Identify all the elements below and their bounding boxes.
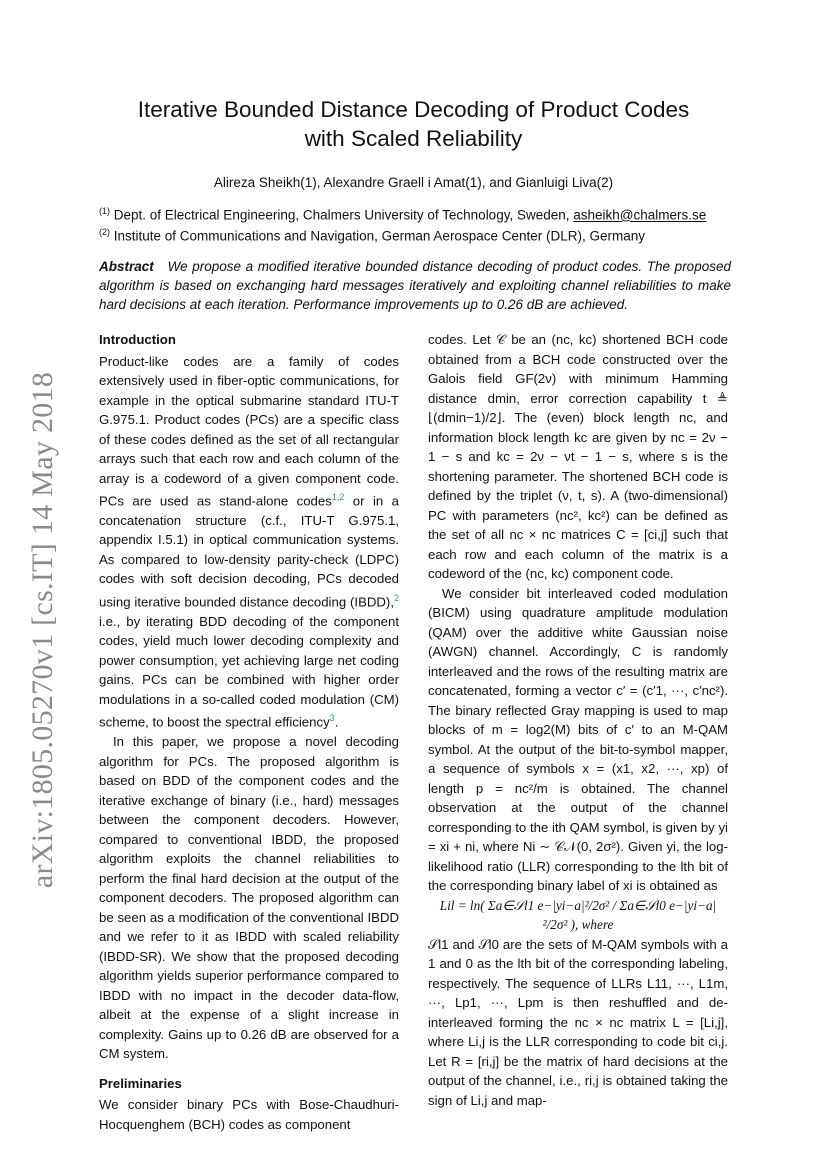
intro-p1-text-d: . (334, 714, 339, 730)
abstract-text: We propose a modified iterative bounded distance decoding of product codes. The proposed algorithm is based on exchanging hard messages iteratively and exploiting channel reliabilities to make hard decisions at each iteration. Performance improvements up to 0.26 dB are achieved. (99, 259, 731, 312)
preliminaries-paragraph-1: We consider binary PCs with Bose-Chaudhuri-Hocquenghem (BCH) codes as component (99, 1097, 399, 1132)
section-heading-preliminaries: Preliminaries (99, 1075, 182, 1091)
intro-p1-text-a: Product-like codes are a family of codes extensively used in fiber-optic communications, for example in the optical submarine standard ITU-T G.975.1. Product codes (PCs) are a specific class of these codes defined as the set of all rectangular arrays such that each row and each column of the array is a codeword of a given component code. PCs are used as stand-alone codes (99, 353, 399, 509)
title-line-1: Iterative Bounded Distance Decoding of Product Codes (137, 97, 690, 122)
citation-link[interactable]: 2 (393, 592, 399, 603)
title-line-2: with Scaled Reliability (304, 126, 523, 151)
affiliation-2 (99, 224, 706, 245)
affiliations (99, 203, 706, 244)
right-column (428, 330, 728, 1110)
preliminaries-paragraph-1-cont: codes. Let 𝒞 be an (nc, kc) shortened BCH code obtained from a BCH code constructed over the Galois field GF(2ν) with minimum Hamming distance dmin, error correction capability t ≜ ⌊(dmin−1)/2⌋. The (even) block length nc, and information block length kc are given by nc = 2ν − 1 − s and kc = 2ν − νt − 1 − s, where s is the shortening parameter. The shortened BCH code is defined by the triplet (ν, t, s). A (two-dimensional) PC with parameters (nc², kc²) can be defined as the set of all nc × nc matrices C = [ci,j] such that each row and each column of the matrix is a codeword of the (nc, kc) component code. (428, 332, 728, 581)
arxiv-identifier (14, 371, 72, 889)
llr-equation: Lil = ln( Σa∈𝒮l1 e−|yi−a|²/2σ² / Σa∈𝒮l0 e−|yi−a|²/2σ² ), where (439, 897, 717, 932)
preliminaries-paragraph-2: We consider bit interleaved coded modulation (BICM) using quadrature amplitude modulation (QAM) over the additive white Gaussian noise (AWGN) channel. Accordingly, C is randomly interleaved and the rows of the resulting matrix are concatenated, forming a vector c′ = (c′1, ···, c′nc²). The binary reflected Gray mapping is used to map blocks of m = log2(M) bits of c′ to an M-QAM symbol. At the output of the bit-to-symbol mapper, a sequence of symbols x = (x1, x2, ···, xp) of length p = nc²/m is obtained. The channel observation at the output of the channel corresponding to the ith QAM symbol, is given by yi = xi + ni, where Ni ∼ 𝒞𝒩(0, 2σ²). Given yi, the log-likelihood ratio (LLR) corresponding to the lth bit of the corresponding binary label of xi is obtained as (428, 585, 728, 893)
paper-title (80, 95, 747, 153)
author-list: Alireza Sheikh(1), Alexandre Graell i Amat(1), and Gianluigi Liva(2) (213, 175, 614, 190)
abstract-label: Abstract (99, 259, 154, 274)
affiliation-1-mark: (1) (99, 206, 110, 216)
preliminaries-paragraph-2-cont: 𝒮l1 and 𝒮l0 are the sets of M-QAM symbols with a 1 and 0 as the lth bit of the corresponding labeling, respectively. The sequence of LLRs L11, ···, L1m, ···, Lp1, ···, Lpm is then reshuffled and de-interleaved forming the nc × nc matrix L = [Li,j], where Li,j is the LLR corresponding to code bit ci,j. Let R = [ri,j] be the matrix of hard decisions at the output of the channel, i.e., ri,j is obtained taking the sign of Li,j and map- (428, 936, 728, 1108)
citation-link[interactable]: 3 (329, 713, 335, 724)
affiliation-1-text: Dept. of Electrical Engineering, Chalmers University of Technology, Sweden, (113, 207, 574, 223)
affiliation-1 (99, 203, 706, 224)
intro-paragraph-2: In this paper, we propose a novel decoding algorithm for PCs. The proposed algorithm is based on BDD of the component codes and the iterative exchange of binary (i.e., hard) messages between the component decoders. However, compared to conventional IBDD, the proposed algorithm exploits the channel reliabilities to perform the final hard decision at the output of the component decoders. The proposed algorithm can be seen as a modification of the conventional IBDD and we refer to it as IBDD with scaled reliability (IBDD-SR). We show that the proposed decoding algorithm yields superior performance compared to IBDD with no impact in the decoder data-flow, albeit at the expense of a slight increase in complexity. Gains up to 0.26 dB are observed for a CM system. (99, 734, 399, 1062)
section-heading-introduction: Introduction (99, 332, 176, 347)
intro-paragraph-1 (99, 352, 399, 733)
intro-p1-text-b: or in a concatenation structure (c.f., ITU-T G.975.1, appendix I.5.1) in optical communication systems. As compared to low-density parity-check (LDPC) codes with soft decision decoding, PCs decoded using iterative bounded distance decoding (IBDD), (99, 493, 399, 610)
intro-p1-text-c: i.e., by iterating BDD decoding of the component codes, yield much lower decoding complexity and power consumption, yet achieving large net coding gains. PCs can be combined with higher order modulations in a so-called coded modulation (CM) scheme, to boost the spectral efficiency (99, 613, 399, 730)
affiliation-2-text: Institute of Communications and Navigation, German Aerospace Center (DLR), Germany (113, 228, 646, 243)
arxiv-identifier-text: arXiv:1805.05270v1 [cs.IT] 14 May 2018 (26, 371, 60, 889)
left-column (99, 330, 399, 1134)
citation-link[interactable]: 1,2 (331, 492, 345, 502)
author-email-link[interactable]: asheikh@chalmers.se (573, 207, 707, 223)
affiliation-2-mark: (2) (99, 226, 110, 237)
abstract (99, 257, 731, 314)
